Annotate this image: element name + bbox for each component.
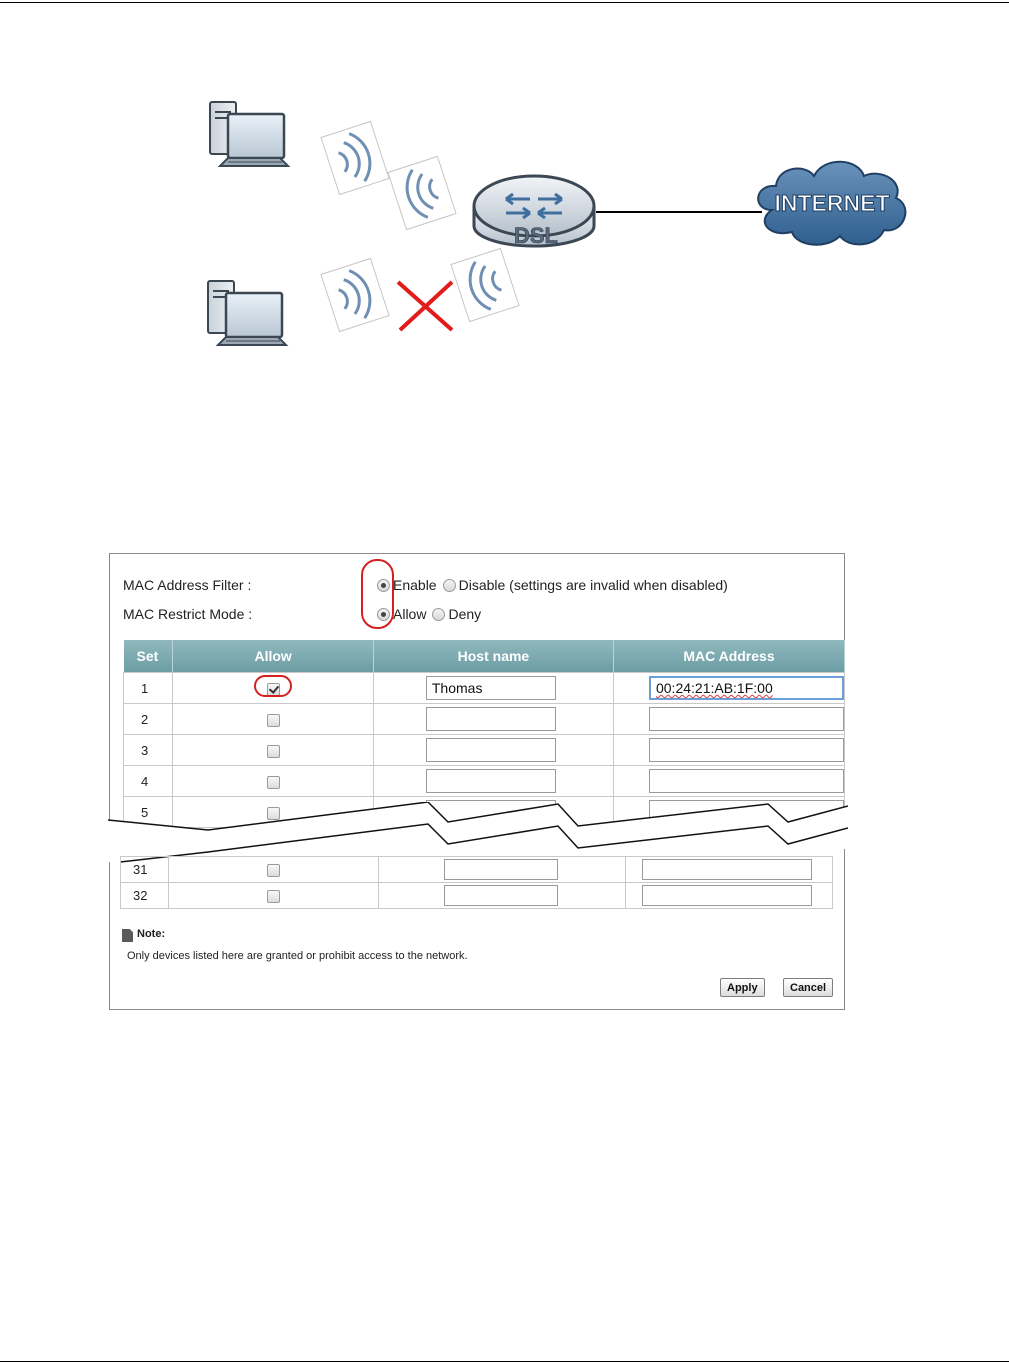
router-label: DSL — [514, 223, 558, 248]
row-set: 4 — [124, 766, 173, 797]
mac-table — [123, 640, 845, 828]
row-set: 1 — [124, 673, 173, 704]
internet-label: INTERNET — [774, 190, 890, 216]
row-set: 32 — [121, 883, 169, 909]
host-name-input[interactable] — [426, 769, 556, 793]
table-row — [121, 857, 833, 883]
table-row — [124, 766, 845, 797]
table-row — [124, 704, 845, 735]
mac-filter-disable-radio[interactable] — [443, 579, 456, 592]
row-set: 2 — [124, 704, 173, 735]
allow-checkbox[interactable] — [267, 890, 280, 903]
mac-table-tail — [120, 856, 833, 909]
col-header-allow: Allow — [173, 640, 373, 673]
host-name-input[interactable] — [444, 885, 558, 906]
table-row — [124, 735, 845, 766]
host-name-input[interactable] — [426, 738, 556, 762]
host-name-input[interactable] — [426, 707, 556, 731]
mac-filter-disable-label: Disable (settings are invalid when disabled) — [458, 577, 728, 593]
host-name-input[interactable] — [444, 859, 558, 880]
table-row — [121, 883, 833, 909]
col-header-mac: MAC Address — [613, 640, 844, 673]
note-icon — [122, 929, 133, 942]
mac-address-input[interactable] — [642, 885, 812, 906]
wireless-signal-icon — [388, 156, 456, 229]
row-set: 3 — [124, 735, 173, 766]
col-header-set: Set — [124, 640, 173, 673]
mac-address-input[interactable] — [649, 769, 844, 793]
row-set: 5 — [124, 797, 173, 828]
restrict-mode-deny-radio[interactable] — [432, 608, 445, 621]
cancel-button[interactable]: Cancel — [783, 978, 833, 997]
wireless-signal-icon — [321, 121, 389, 194]
wireless-signal-icon — [321, 258, 389, 331]
radio-highlight-oval — [361, 559, 394, 629]
network-diagram — [0, 60, 1009, 380]
mac-filter-options — [377, 575, 734, 595]
table-header-row — [124, 640, 845, 673]
mac-address-input[interactable] — [649, 738, 844, 762]
computer-icon — [210, 102, 288, 166]
dsl-router-icon — [474, 176, 594, 248]
mac-filter-enable-label: Enable — [393, 577, 437, 593]
mac-address-value: 00:24:21:AB:1F:00 — [655, 680, 773, 696]
mac-address-input[interactable] — [642, 859, 812, 880]
restrict-mode-deny-label: Deny — [448, 606, 482, 622]
wireless-signal-icon — [451, 248, 519, 321]
host-name-input[interactable] — [426, 676, 556, 700]
allow-checkbox[interactable] — [267, 776, 280, 789]
restrict-mode-label: MAC Restrict Mode : — [123, 606, 253, 622]
mac-address-input[interactable] — [649, 707, 844, 731]
allow-checkbox[interactable] — [267, 864, 280, 877]
internet-cloud-icon — [758, 162, 905, 245]
top-rule — [0, 2, 1009, 3]
allow-checkbox[interactable] — [267, 714, 280, 727]
mac-filter-screen — [109, 553, 845, 1010]
note-text: Only devices listed here are granted or prohibit access to the network. — [127, 950, 468, 962]
note-title: Note: — [137, 928, 166, 940]
mac-address-input[interactable] — [649, 676, 844, 700]
apply-button[interactable]: Apply — [720, 978, 765, 997]
computer-icon — [208, 281, 286, 345]
bottom-rule — [0, 1361, 1009, 1362]
allow-checkbox[interactable] — [267, 745, 280, 758]
blocked-x-icon — [398, 282, 452, 330]
restrict-mode-allow-label: Allow — [393, 606, 427, 622]
checkbox-highlight-oval — [254, 675, 292, 697]
col-header-host: Host name — [373, 640, 613, 673]
table-row — [124, 673, 845, 704]
mac-filter-label: MAC Address Filter : — [123, 577, 252, 593]
row-set: 31 — [121, 857, 169, 883]
